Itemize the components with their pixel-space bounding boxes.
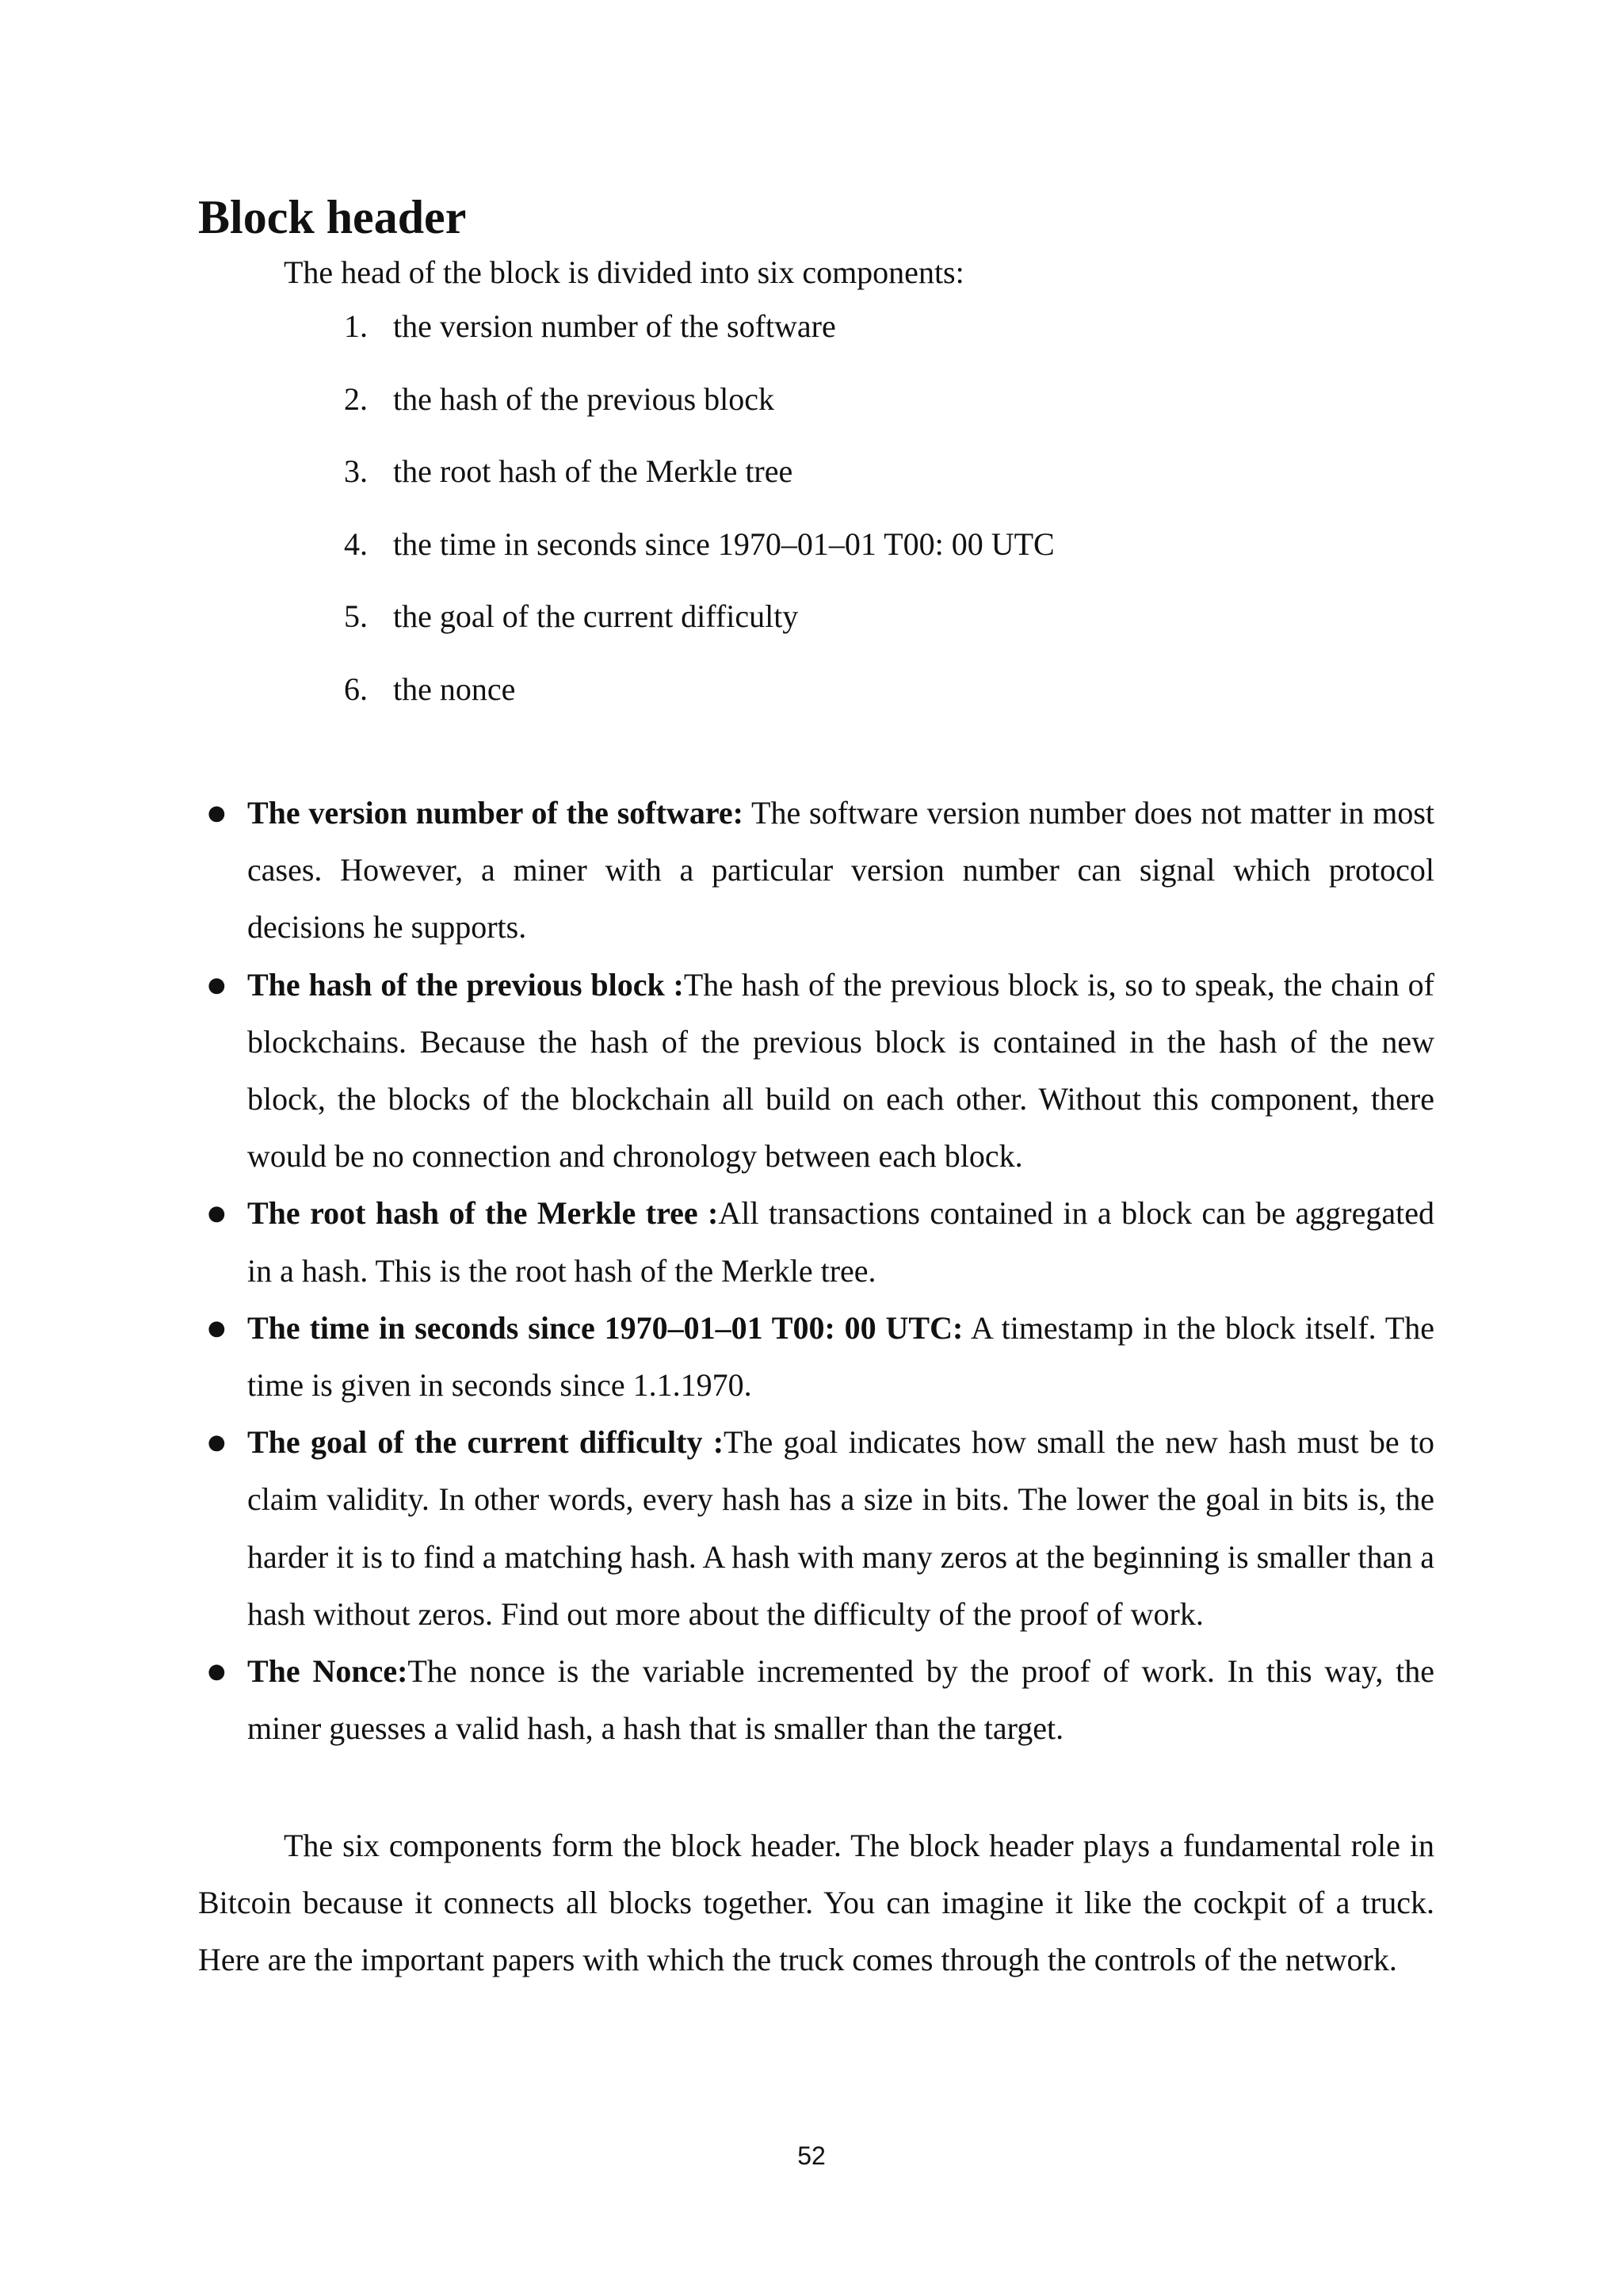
bullet-term: The root hash of the Merkle tree : [247, 1195, 719, 1232]
bullet-body: The goal indicates how small the new hash must be to claim validity. In other words, every hash has a size in bits. The lower the goal in bits is, the harder it is to find a matching hash. A hash with many zeros at the beginning is smaller than a hash without zeros. Find out more about the difficulty of the proof of work. [247, 1424, 1434, 1632]
bullet-term: The goal of the current difficulty : [247, 1424, 724, 1461]
bullet-icon: ● [208, 972, 226, 997]
list-item-text: the version number of the software [393, 308, 836, 344]
bullet-icon: ● [208, 1431, 226, 1455]
list-number: 1. [344, 308, 368, 344]
bullet-body: The software version number does not matter in most cases. However, a miner with a particular version number can signal which protocol decisions he supports. [247, 795, 1434, 946]
bullet-term: The hash of the previous block : [247, 966, 684, 1003]
list-item-text: the goal of the current difficulty [393, 598, 799, 635]
bullet-body: All transactions contained in a block can be aggregated in a hash. This is the root hash of the Merkle tree. [247, 1195, 1434, 1289]
intro-paragraph: The head of the block is divided into six components: [284, 254, 964, 290]
bullet-icon: ● [208, 801, 226, 825]
bullet-body: The hash of the previous block is, so to speak, the chain of blockchains. Because the hash of the previous block is contained in the hash of the new block, the blocks of the blockchain all build on each other. Without this component, there would be no connection and chronology between each block. [247, 966, 1435, 1175]
list-number: 6. [344, 670, 368, 707]
bullet-item-timestamp [198, 1300, 1434, 1414]
bullet-icon: ● [208, 1316, 226, 1340]
bullet-icon: ● [208, 1660, 226, 1684]
list-item-text: the root hash of the Merkle tree [393, 453, 793, 490]
closing-paragraph: The six components form the block header. The block header plays a fundamental role in Bitcoin because it connects all blocks together. You can imagine it like the cockpit of a truck. Here are the important papers with which the truck comes through the controls of the network. [198, 1828, 1434, 1978]
bullet-item-merkle-root [198, 1185, 1434, 1299]
list-number: 4. [344, 525, 368, 562]
bullet-icon: ● [208, 1201, 226, 1226]
numbered-list-item [344, 524, 1055, 597]
bullet-item-difficulty [198, 1414, 1434, 1643]
bullet-body: The nonce is the variable incremented by the proof of work. In this way, the miner guesses a valid hash, a hash that is smaller than the target. [247, 1653, 1434, 1747]
numbered-list-item [344, 379, 1055, 452]
bullet-item-nonce [198, 1643, 1434, 1757]
list-number: 5. [344, 598, 368, 635]
bullet-body: A timestamp in the block itself. The time is given in seconds since 1.1.1970. [247, 1309, 1434, 1404]
bullet-term: The time in seconds since 1970–01–01 T00: 00 UTC: [247, 1309, 964, 1346]
bullet-term: The version number of the software: [247, 795, 743, 831]
components-numbered-list [344, 306, 1055, 742]
numbered-list-item [344, 596, 1055, 669]
numbered-list-item [344, 669, 1055, 742]
bullet-term: The Nonce: [247, 1653, 408, 1690]
section-title: Block header [198, 191, 467, 243]
bullet-item-previous-hash [198, 957, 1434, 1186]
list-item-text: the nonce [393, 670, 516, 707]
list-number: 3. [344, 453, 368, 490]
numbered-list-item [344, 306, 1055, 379]
list-item-text: the hash of the previous block [393, 380, 774, 417]
bullet-item-version [198, 785, 1434, 957]
components-bullet-list [198, 785, 1434, 1757]
numbered-list-item [344, 451, 1055, 524]
page-number: 52 [797, 2141, 826, 2170]
list-number: 2. [344, 380, 368, 417]
list-item-text: the time in seconds since 1970–01–01 T00: 00 UTC [393, 525, 1055, 562]
